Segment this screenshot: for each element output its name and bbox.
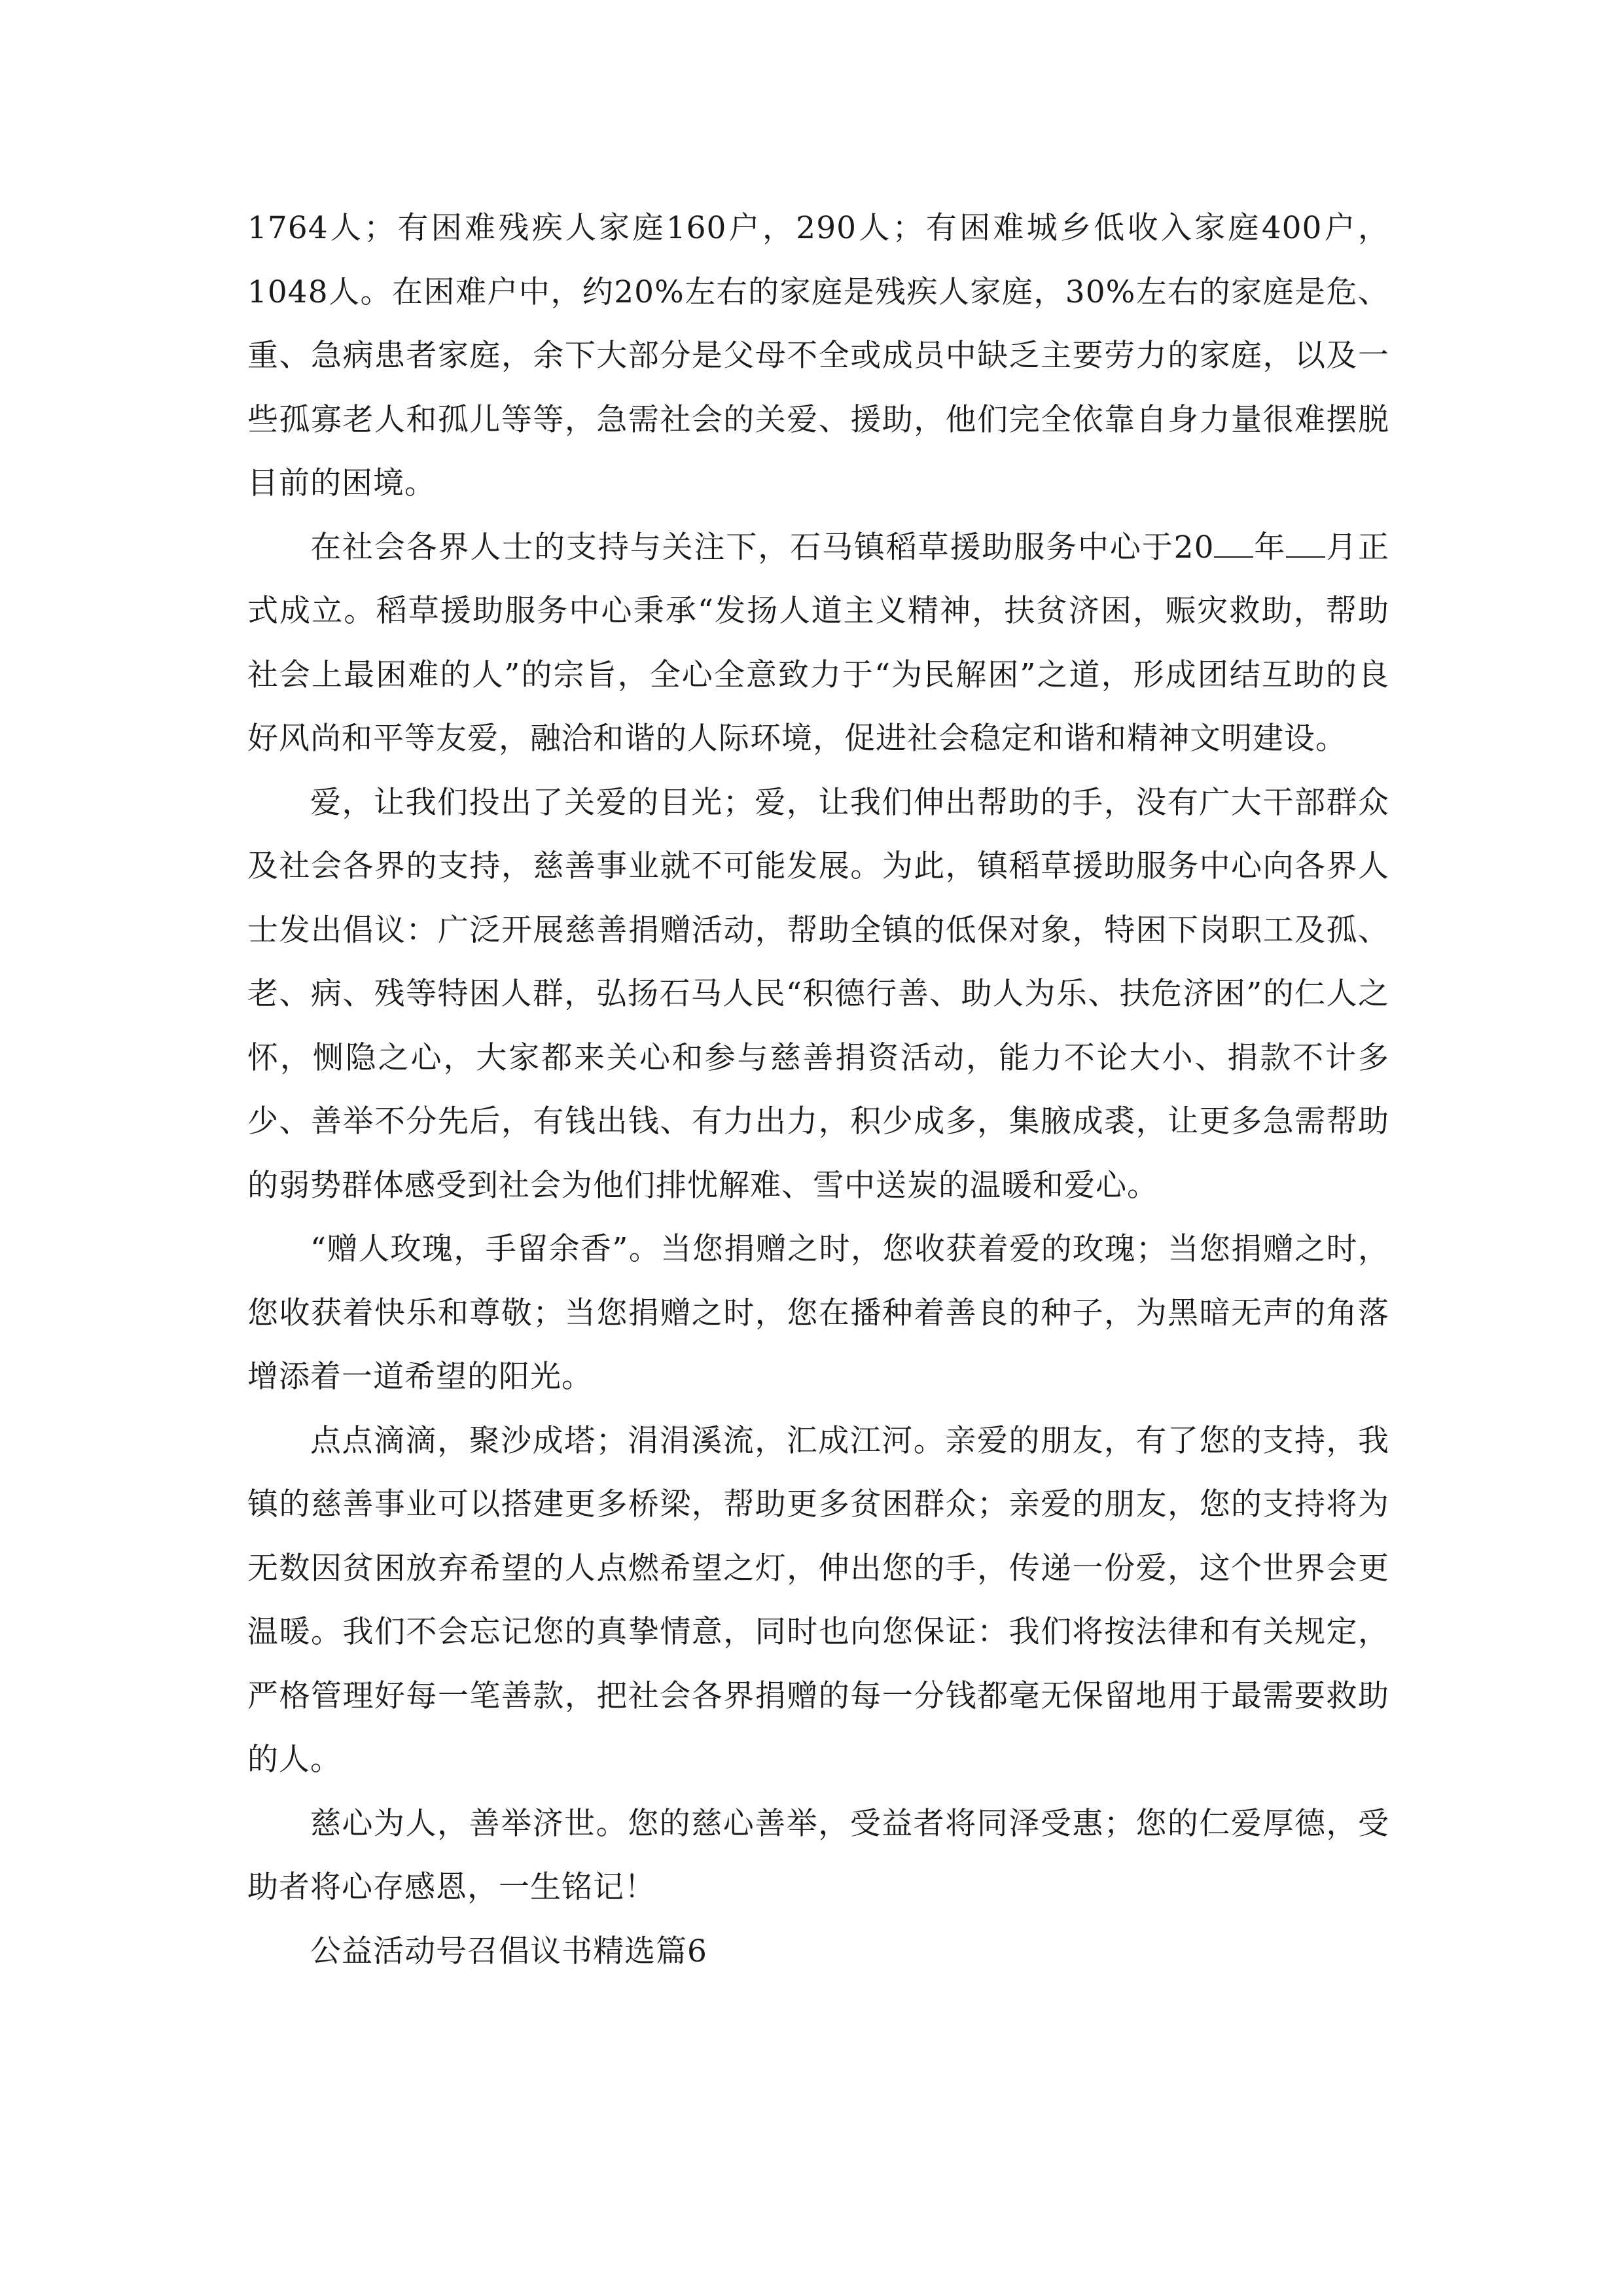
founding-text-part3: 月正式成立。稻草援助服务中心秉承“发扬人道主义精神，扶贫济困，赈灾救助，帮助社会上最困难的人”的宗旨，全心全意致力于“为民解困”之道，形成团结互助的良好风尚和平等友爱，融洽和谐的人际环境，促进社会稳定和谐和精神文明建设。	[247, 529, 1390, 757]
year-blank	[1214, 530, 1253, 558]
founding-text-part1: 在社会各界人士的支持与关注下，石马镇稻草援助服务中心于20	[310, 529, 1215, 565]
month-blank	[1286, 530, 1325, 558]
paragraph-founding	[247, 516, 1389, 771]
paragraph-roses: “赠人玫瑰，手留余香”。当您捐赠之时，您收获着爱的玫瑰；当您捐赠之时，您收获着快乐和尊敬；当您捐赠之时，您在播种着善良的种子，为黑暗无声的角落增添着一道希望的阳光。	[247, 1231, 1389, 1395]
paragraph-stats: 1764人；有困难残疾人家庭160户，290人；有困难城乡低收入家庭400户，1048人。在困难户中，约20%左右的家庭是残疾人家庭，30%左右的家庭是危、重、急病患者家庭，余下大部分是父母不全或成员中缺乏主要劳力的家庭，以及一些孤寡老人和孤儿等等，急需社会的关爱、援助，他们完全依靠自身力量很难摆脱目前的困境。	[247, 210, 1389, 501]
document-body	[247, 196, 1389, 1983]
paragraph-appeal: 爱，让我们投出了关爱的目光；爱，让我们伸出帮助的手，没有广大干部群众及社会各界的支持，慈善事业就不可能发展。为此，镇稻草援助服务中心向各界人士发出倡议：广泛开展慈善捐赠活动，帮助全镇的低保对象，特困下岗职工及孤、老、病、残等特困人群，弘扬石马人民“积德行善、助人为乐、扶危济困”的仁人之怀，恻隐之心，大家都来关心和参与慈善捐资活动，能力不论大小、捐款不计多少、善举不分先后，有钱出钱、有力出力，积少成多，集腋成裘，让更多急需帮助的弱势群体感受到社会为他们排忧解难、雪中送炭的温暖和爱心。	[247, 784, 1389, 1204]
founding-text-part2: 年	[1253, 529, 1287, 565]
next-section-title: 公益活动号召倡议书精选篇6	[310, 1933, 707, 1969]
paragraph-drops: 点点滴滴，聚沙成塔；涓涓溪流，汇成江河。亲爱的朋友，有了您的支持，我镇的慈善事业可以搭建更多桥梁，帮助更多贫困群众；亲爱的朋友，您的支持将为无数因贫困放弃希望的人点燃希望之灯，伸出您的手，传递一份爱，这个世界会更温暖。我们不会忘记您的真挚情意，同时也向您保证：我们将按法律和有关规定，严格管理好每一笔善款，把社会各界捐赠的每一分钱都毫无保留地用于最需要救助的人。	[247, 1422, 1389, 1778]
paragraph-closing: 慈心为人，善举济世。您的慈心善举，受益者将同泽受惠；您的仁爱厚德，受助者将心存感恩，一生铭记！	[247, 1805, 1389, 1905]
